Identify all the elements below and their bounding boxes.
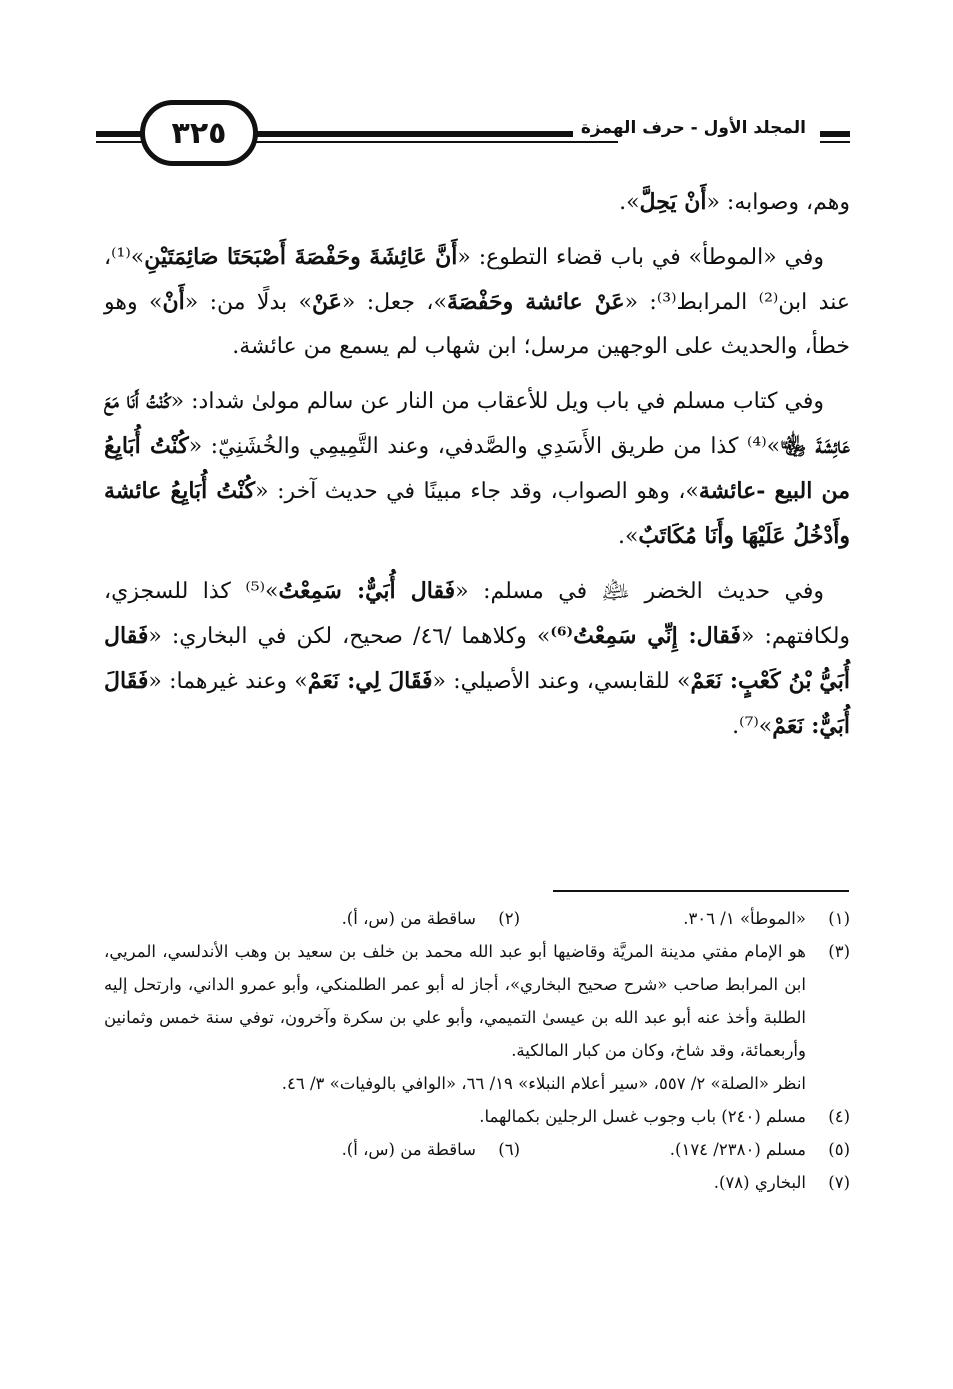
footnote-text: مسلم (٢٤٠) باب وجوب غسل الرجلين بكمالهما.	[479, 1107, 806, 1126]
quoted-text: كُنْتُ أُبَايِعُ عائشة وأَدْخُلُ عَلَيْهَا وأَنَا مُكَاتَبٌ	[104, 478, 850, 549]
text-run: »، جعل: «	[341, 290, 447, 315]
footnote-separator	[553, 890, 849, 892]
quoted-text: فَقال: إِنِّي سَمِعْتُ⁽⁶⁾	[550, 623, 741, 649]
paragraph	[104, 235, 850, 369]
text-run: » بدلًا من: «	[184, 290, 312, 315]
text-run: »⁽⁴⁾ كذا من طريق الأَسَدِي والصَّدفي، وعند التَّمِيمِي والخُشَنِيّ: «	[188, 434, 781, 459]
footnote	[190, 1133, 520, 1166]
running-title: المجلد الأول - حرف الهمزة	[573, 118, 814, 138]
text-run: ».	[617, 524, 639, 549]
footnote	[520, 902, 850, 935]
paragraph	[104, 569, 850, 749]
footnote	[104, 1166, 850, 1199]
text-run: وفي كتاب مسلم في باب ويل للأعقاب من النار عن سالم مولىٰ شداد: «	[170, 389, 825, 414]
quoted-text: عَنْ	[312, 289, 342, 315]
footnote-number: (٧)	[828, 1173, 850, 1192]
text-run: وفي حديث الخضر ﵇ في مسلم: «	[455, 579, 825, 604]
footnote	[520, 1133, 850, 1166]
page-number: ٣٢٥	[140, 100, 258, 166]
text-run: » للقابسي، وعند الأصيلي: «	[432, 669, 691, 694]
text-run: ».	[619, 190, 640, 215]
footnote-number: (٥)	[828, 1140, 850, 1159]
paragraph	[104, 180, 850, 225]
header-rule	[96, 131, 146, 137]
quoted-text: فَقال أُبَيٌّ: سَمِعْتُ	[278, 578, 456, 604]
footnote-text: هو الإمام مفتي مدينة المريَّة وقاضيها أبو عبد الله محمد بن خلف بن سعيد بن وهب الأندلسي، المريي، ابن المرابط صاحب «شرح صحيح البخاري»، أجاز له أبو عمر الطلمنكي، وأبو عمرو الداني، وارتحل إليه الطلبة وأخذ عنه أبو عبد الله بن عيسىٰ التميمي، وأبو علي بن سكرة وآخرون، توفي سنة خمس وثمانين وأربعمائة، وقد شاخ، وكان من كبار المالكية.	[104, 942, 806, 1060]
text-run: »⁽⁷⁾.	[732, 714, 773, 739]
main-text	[104, 180, 850, 759]
quoted-text: كُنْتُ أَنَا مَعَ عَائِشَةَ ﵄	[104, 388, 850, 459]
footnote-text: مسلم (٢٣٨٠/ ١٧٤).	[669, 1140, 806, 1159]
footnote	[190, 902, 520, 935]
footnote-text: «الموطأ» ١/ ٣٠٦.	[683, 909, 806, 928]
footnote-number: (٤)	[828, 1107, 850, 1126]
footnote-row	[104, 1133, 850, 1166]
quoted-text: عَنْ عائشة وحَفْصَةَ	[446, 289, 625, 315]
footnote	[104, 1100, 850, 1133]
text-run: »⁽⁵⁾ كذا للسجزي، ولكافتهم: «	[104, 579, 851, 649]
text-run: وهم، وصوابه: «	[706, 190, 850, 215]
footnote-number: (٦)	[498, 1140, 520, 1159]
text-run: » وهو خطأ، والحديث على الوجهين مرسل؛ ابن شهاب لم يسمع من عائشة.	[104, 290, 850, 359]
header-rule	[96, 141, 146, 143]
footnote-number: (٢)	[498, 909, 520, 928]
text-run: »⁽¹⁾، عند ابن⁽²⁾ المرابط⁽³⁾: «	[104, 245, 850, 315]
text-run: وفي «الموطأ» في باب قضاء التطوع: «	[457, 245, 824, 270]
header-rule	[820, 141, 850, 143]
quoted-text: فَقال أُبَيُّ بْنُ كَعْبٍ: نَعَمْ	[104, 623, 850, 694]
footnote	[104, 935, 850, 1067]
header-rule	[820, 131, 850, 137]
text-run: » وعند غيرهما: «	[148, 669, 308, 694]
paragraph	[104, 379, 850, 559]
footnote-row	[104, 902, 850, 935]
quoted-text: أَنَّ عَائِشَةَ وحَفْصَةَ أَصْبَحَتَا صَائِمَتَيْنِ	[144, 244, 458, 270]
page-header	[96, 100, 850, 170]
footnote-text: البخاري (٧٨).	[713, 1173, 806, 1192]
text-run: »، وهو الصواب، وقد جاء مبينًا في حديث آخر: «	[255, 479, 699, 504]
quoted-text: أَنْ يَحِلَّ	[639, 189, 707, 215]
quoted-text: فَقَالَ أُبَيٌّ: نَعَمْ	[104, 668, 850, 739]
text-run: » وكلاهما /٤٦/ صحيح، لكن في البخاري: «	[148, 624, 551, 649]
footnote-text: ساقطة من (س، أ).	[341, 909, 476, 928]
footnote-number: (٣)	[828, 942, 850, 961]
footnote-text: ساقطة من (س، أ).	[341, 1140, 476, 1159]
quoted-text: فَقَالَ لِي: نَعَمْ	[307, 668, 433, 694]
footnotes	[104, 902, 850, 1199]
quoted-text: أَنْ	[162, 289, 185, 315]
quoted-text: كُنْتُ أُبَايِعُ من البيع -عائشة	[104, 433, 850, 504]
footnote-reference: انظر «الصلة» ٢/ ٥٥٧، «سير أعلام النبلاء» ١٩/ ٦٦، «الوافي بالوفيات» ٣/ ٤٦.	[281, 1074, 806, 1093]
footnote-number: (١)	[828, 909, 850, 928]
